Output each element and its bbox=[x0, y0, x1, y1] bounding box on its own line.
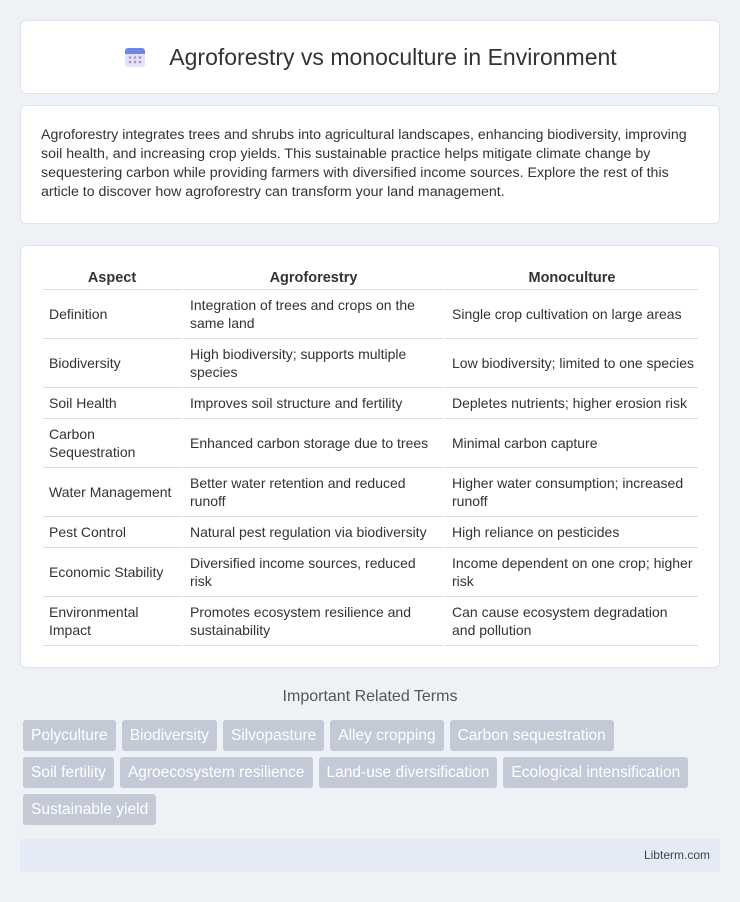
header-card bbox=[20, 20, 720, 94]
column-header-aspect: Aspect bbox=[43, 266, 181, 290]
column-header-agroforestry: Agroforestry bbox=[181, 266, 443, 290]
table-cell-aspect: Biodiversity bbox=[43, 339, 181, 388]
table-cell-monoculture: Income dependent on one crop; higher risk bbox=[443, 548, 698, 597]
table-header-row bbox=[43, 266, 698, 290]
calendar-icon bbox=[123, 45, 147, 69]
table-row bbox=[43, 597, 698, 646]
page-title: Agroforestry vs monoculture in Environment bbox=[169, 43, 617, 70]
tag-agroecosystem-resilience[interactable]: Agroecosystem resilience bbox=[120, 757, 313, 788]
tag-silvopasture[interactable]: Silvopasture bbox=[223, 720, 324, 751]
table-cell-agroforestry: Better water retention and reduced runoff bbox=[181, 468, 443, 517]
related-terms-tags bbox=[23, 720, 723, 831]
table-row bbox=[43, 419, 698, 468]
tag-polyculture[interactable]: Polyculture bbox=[23, 720, 116, 751]
table-row bbox=[43, 517, 698, 548]
tag-soil-fertility[interactable]: Soil fertility bbox=[23, 757, 114, 788]
table-cell-agroforestry: Diversified income sources, reduced risk bbox=[181, 548, 443, 597]
table-cell-agroforestry: Natural pest regulation via biodiversity bbox=[181, 517, 443, 548]
intro-paragraph: Agroforestry integrates trees and shrubs into agricultural landscapes, enhancing biodiversity, improving soil health, and increasing crop yields. This sustainable practice helps mitigate climate change by sequestering carbon while providing farmers with diversified income sources. Explore the rest of this article to discover how agroforestry can transform your land management. bbox=[41, 127, 687, 200]
intro-card bbox=[20, 105, 720, 224]
tag-ecological-intensification[interactable]: Ecological intensification bbox=[503, 757, 688, 788]
table-cell-monoculture: High reliance on pesticides bbox=[443, 517, 698, 548]
related-terms-title: Important Related Terms bbox=[282, 688, 458, 705]
table-cell-agroforestry: Integration of trees and crops on the same land bbox=[181, 290, 443, 339]
comparison-table bbox=[43, 266, 698, 646]
table-row bbox=[43, 388, 698, 419]
table-row bbox=[43, 339, 698, 388]
table-cell-monoculture: Minimal carbon capture bbox=[443, 419, 698, 468]
table-cell-monoculture: Depletes nutrients; higher erosion risk bbox=[443, 388, 698, 419]
table-row bbox=[43, 548, 698, 597]
table-cell-aspect: Environmental Impact bbox=[43, 597, 181, 646]
table-cell-monoculture: Single crop cultivation on large areas bbox=[443, 290, 698, 339]
footer bbox=[20, 839, 720, 872]
tag-land-use-diversification[interactable]: Land-use diversification bbox=[319, 757, 498, 788]
table-cell-aspect: Water Management bbox=[43, 468, 181, 517]
table-cell-monoculture: Higher water consumption; increased runoff bbox=[443, 468, 698, 517]
table-cell-agroforestry: High biodiversity; supports multiple species bbox=[181, 339, 443, 388]
table-cell-monoculture: Low biodiversity; limited to one species bbox=[443, 339, 698, 388]
table-cell-aspect: Carbon Sequestration bbox=[43, 419, 181, 468]
table-cell-aspect: Soil Health bbox=[43, 388, 181, 419]
table-cell-aspect: Definition bbox=[43, 290, 181, 339]
tag-sustainable-yield[interactable]: Sustainable yield bbox=[23, 794, 156, 825]
tag-biodiversity[interactable]: Biodiversity bbox=[122, 720, 217, 751]
tag-carbon-sequestration[interactable]: Carbon sequestration bbox=[450, 720, 614, 751]
table-cell-aspect: Pest Control bbox=[43, 517, 181, 548]
comparison-table-card bbox=[20, 245, 720, 668]
column-header-monoculture: Monoculture bbox=[443, 266, 698, 290]
table-cell-agroforestry: Improves soil structure and fertility bbox=[181, 388, 443, 419]
table-row bbox=[43, 290, 698, 339]
table-row bbox=[43, 468, 698, 517]
table-cell-agroforestry: Promotes ecosystem resilience and sustainability bbox=[181, 597, 443, 646]
table-cell-agroforestry: Enhanced carbon storage due to trees bbox=[181, 419, 443, 468]
footer-brand-link[interactable]: Libterm.com bbox=[643, 848, 710, 862]
table-cell-monoculture: Can cause ecosystem degradation and pollution bbox=[443, 597, 698, 646]
table-cell-aspect: Economic Stability bbox=[43, 548, 181, 597]
tag-alley-cropping[interactable]: Alley cropping bbox=[330, 720, 443, 751]
